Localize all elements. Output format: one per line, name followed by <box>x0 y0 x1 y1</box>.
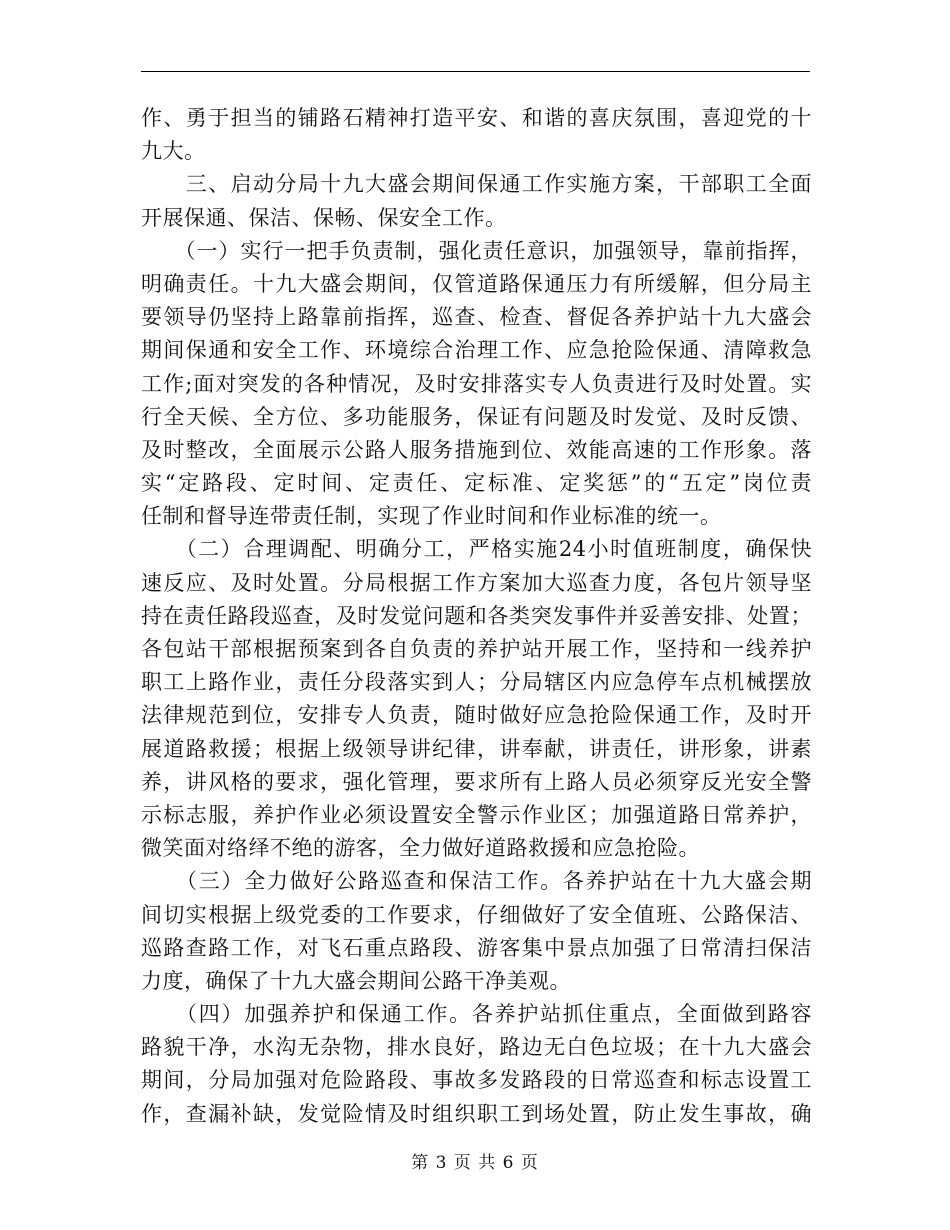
text-line: 期间，分局加强对危险路段、事故多发路段的日常巡查和标志设置工 <box>141 1068 812 1093</box>
text-line: 职工上路作业，责任分段落实到人；分局辖区内应急停车点机械摆放 <box>141 670 812 695</box>
body-text <box>141 102 812 1131</box>
text-line: 速反应、及时处置。分局根据工作方案加大巡查力度，各包片领导坚 <box>141 570 812 595</box>
text-line: （四）加强养护和保通工作。各养护站抓住重点，全面做到路容 <box>141 1002 812 1027</box>
text-line: （二）合理调配、明确分工，严格实施24小时值班制度，确保快 <box>141 537 812 562</box>
text-line: 实“定路段、定时间、定责任、定标准、定奖惩”的“五定”岗位责 <box>141 471 812 496</box>
text-line: （一）实行一把手负责制，强化责任意识，加强领导，靠前指挥， <box>141 238 812 263</box>
text-line: 开展保通、保洁、保畅、保安全工作。 <box>141 205 507 230</box>
text-line: （三）全力做好公路巡查和保洁工作。各养护站在十九大盛会期 <box>141 869 812 894</box>
text-line: 三、启动分局十九大盛会期间保通工作实施方案，干部职工全面 <box>141 172 812 197</box>
text-line: 路貌干净，水沟无杂物，排水良好，路边无白色垃圾；在十九大盛会 <box>141 1035 812 1060</box>
header-rule <box>141 71 810 72</box>
text-line: 期间保通和安全工作、环境综合治理工作、应急抢险保通、清障救急 <box>141 338 812 363</box>
text-line: 任制和督导连带责任制，实现了作业时间和作业标准的统一。 <box>141 504 722 529</box>
text-line: 明确责任。十九大盛会期间，仅管道路保通压力有所缓解，但分局主 <box>141 271 812 296</box>
text-line: 作、勇于担当的铺路石精神打造平安、和谐的喜庆氛围，喜迎党的十 <box>141 106 812 130</box>
text-line: 示标志服，养护作业必须设置安全警示作业区；加强道路日常养护， <box>141 802 812 827</box>
text-line: 力度，确保了十九大盛会期间公路干净美观。 <box>141 968 571 993</box>
text-line: 展道路救援；根据上级领导讲纪律，讲奉献，讲责任，讲形象，讲素 <box>141 736 812 761</box>
text-line: 要领导仍坚持上路靠前指挥，巡查、检查、督促各养护站十九大盛会 <box>141 305 812 330</box>
text-line: 法律规范到位，安排专人负责，随时做好应急抢险保通工作，及时开 <box>141 703 812 728</box>
text-line: 养，讲风格的要求，强化管理，要求所有上路人员必须穿反光安全警 <box>141 769 812 794</box>
text-line: 各包站干部根据预案到各自负责的养护站开展工作，坚持和一线养护 <box>141 637 812 661</box>
text-line: 九大。 <box>141 139 206 164</box>
text-line: 及时整改，全面展示公路人服务措施到位、效能高速的工作形象。落 <box>141 437 812 462</box>
text-line: 作，查漏补缺，发觉险情及时组织职工到场处置，防止发生事故，确 <box>141 1101 812 1126</box>
text-line: 微笑面对络绎不绝的游客，全力做好道路救援和应急抢险。 <box>141 836 700 861</box>
text-line: 行全天候、全方位、多功能服务，保证有问题及时发觉、及时反馈、 <box>141 404 812 429</box>
text-line: 持在责任路段巡查，及时发觉问题和各类突发事件并妥善安排、处置； <box>141 603 812 628</box>
text-line: 工作;面对突发的各种情况，及时安排落实专人负责进行及时处置。实 <box>141 371 812 396</box>
page-footer: 第 3 页 共 6 页 <box>411 1153 539 1173</box>
text-line: 巡路查路工作，对飞石重点路段、游客集中景点加强了日常清扫保洁 <box>141 935 812 960</box>
text-line: 间切实根据上级党委的工作要求，仔细做好了安全值班、公路保洁、 <box>141 902 812 927</box>
